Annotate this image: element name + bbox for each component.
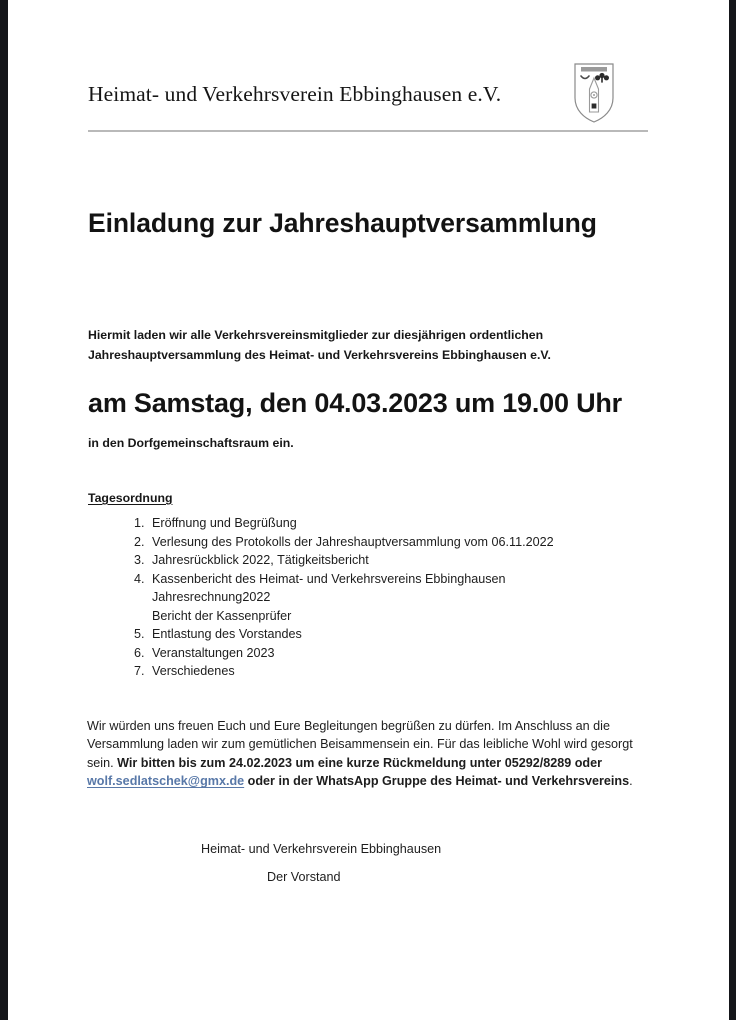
agenda-item [148,625,618,644]
event-venue-line: in den Dorfgemeinschaftsraum ein. [88,436,294,450]
email-link[interactable]: wolf.sedlatschek@gmx.de [87,774,245,789]
agenda-item-label: Kassenbericht des Heimat- und Verkehrsvereins Ebbinghausen [152,571,506,586]
agenda-item-label: Veranstaltungen 2023 [152,645,275,660]
coat-of-arms-shield-icon [572,62,616,124]
closing-text-part1: Wir würden uns freuen Euch und Eure Begleitungen begrüßen zu dürfen. Im Anschluss an die Versammlung laden wir zum gemütlichen Beisammensein ein. Für das leibliche Wohl wird gesorgt sein. [87,718,633,770]
agenda-item [148,644,618,663]
scan-edge-left [0,0,8,1020]
agenda-item-subline: Jahresrechnung2022 [152,590,271,604]
agenda-item-subline: Bericht der Kassenprüfer [152,608,292,623]
agenda-item [148,551,618,570]
agenda-item [148,514,618,533]
page-title: Einladung zur Jahreshauptversammlung [88,207,597,238]
closing-text-end: . [629,774,633,789]
event-date-line: am Samstag, den 04.03.2023 um 19.00 Uhr [88,388,622,418]
signature-role: Der Vorstand [267,870,341,884]
scan-edge-right [729,0,736,1020]
agenda-item [148,662,618,681]
header-divider [88,130,648,132]
document-header [88,62,648,124]
signature-organization: Heimat- und Verkehrsverein Ebbinghausen [201,842,442,856]
agenda-list [116,514,618,681]
invitation-intro-text: Hiermit laden wir alle Verkehrsvereinsmitglieder zur diesjährigen ordentlichen Jahreshauptversammlung des Heimat- und Verkehrsvereins Ebbinghausen e.V. [88,328,551,363]
agenda-heading: Tagesordnung [88,491,173,505]
document-page [8,0,729,1020]
agenda-item [148,570,618,626]
agenda-item-label: Entlastung des Vorstandes [152,627,302,641]
closing-text-bold1: Wir bitten bis zum 24.02.2023 um eine kurze Rückmeldung unter 05292/8289 oder [117,755,603,770]
agenda-item-label: Jahresrückblick 2022, Tätigkeitsbericht [152,553,369,567]
agenda-item-label: Verschiedenes [152,664,235,678]
agenda-item-label: Verlesung des Protokolls der Jahreshauptversammlung vom 06.11.2022 [152,534,554,549]
closing-paragraph [87,717,635,791]
agenda-item-label: Eröffnung und Begrüßung [152,516,297,530]
organization-name: Heimat- und Verkehrsverein Ebbinghausen e.V. [88,82,502,106]
closing-text-bold2: oder in der WhatsApp Gruppe des Heimat- und Verkehrsvereins [244,774,630,789]
agenda-item [148,533,618,552]
